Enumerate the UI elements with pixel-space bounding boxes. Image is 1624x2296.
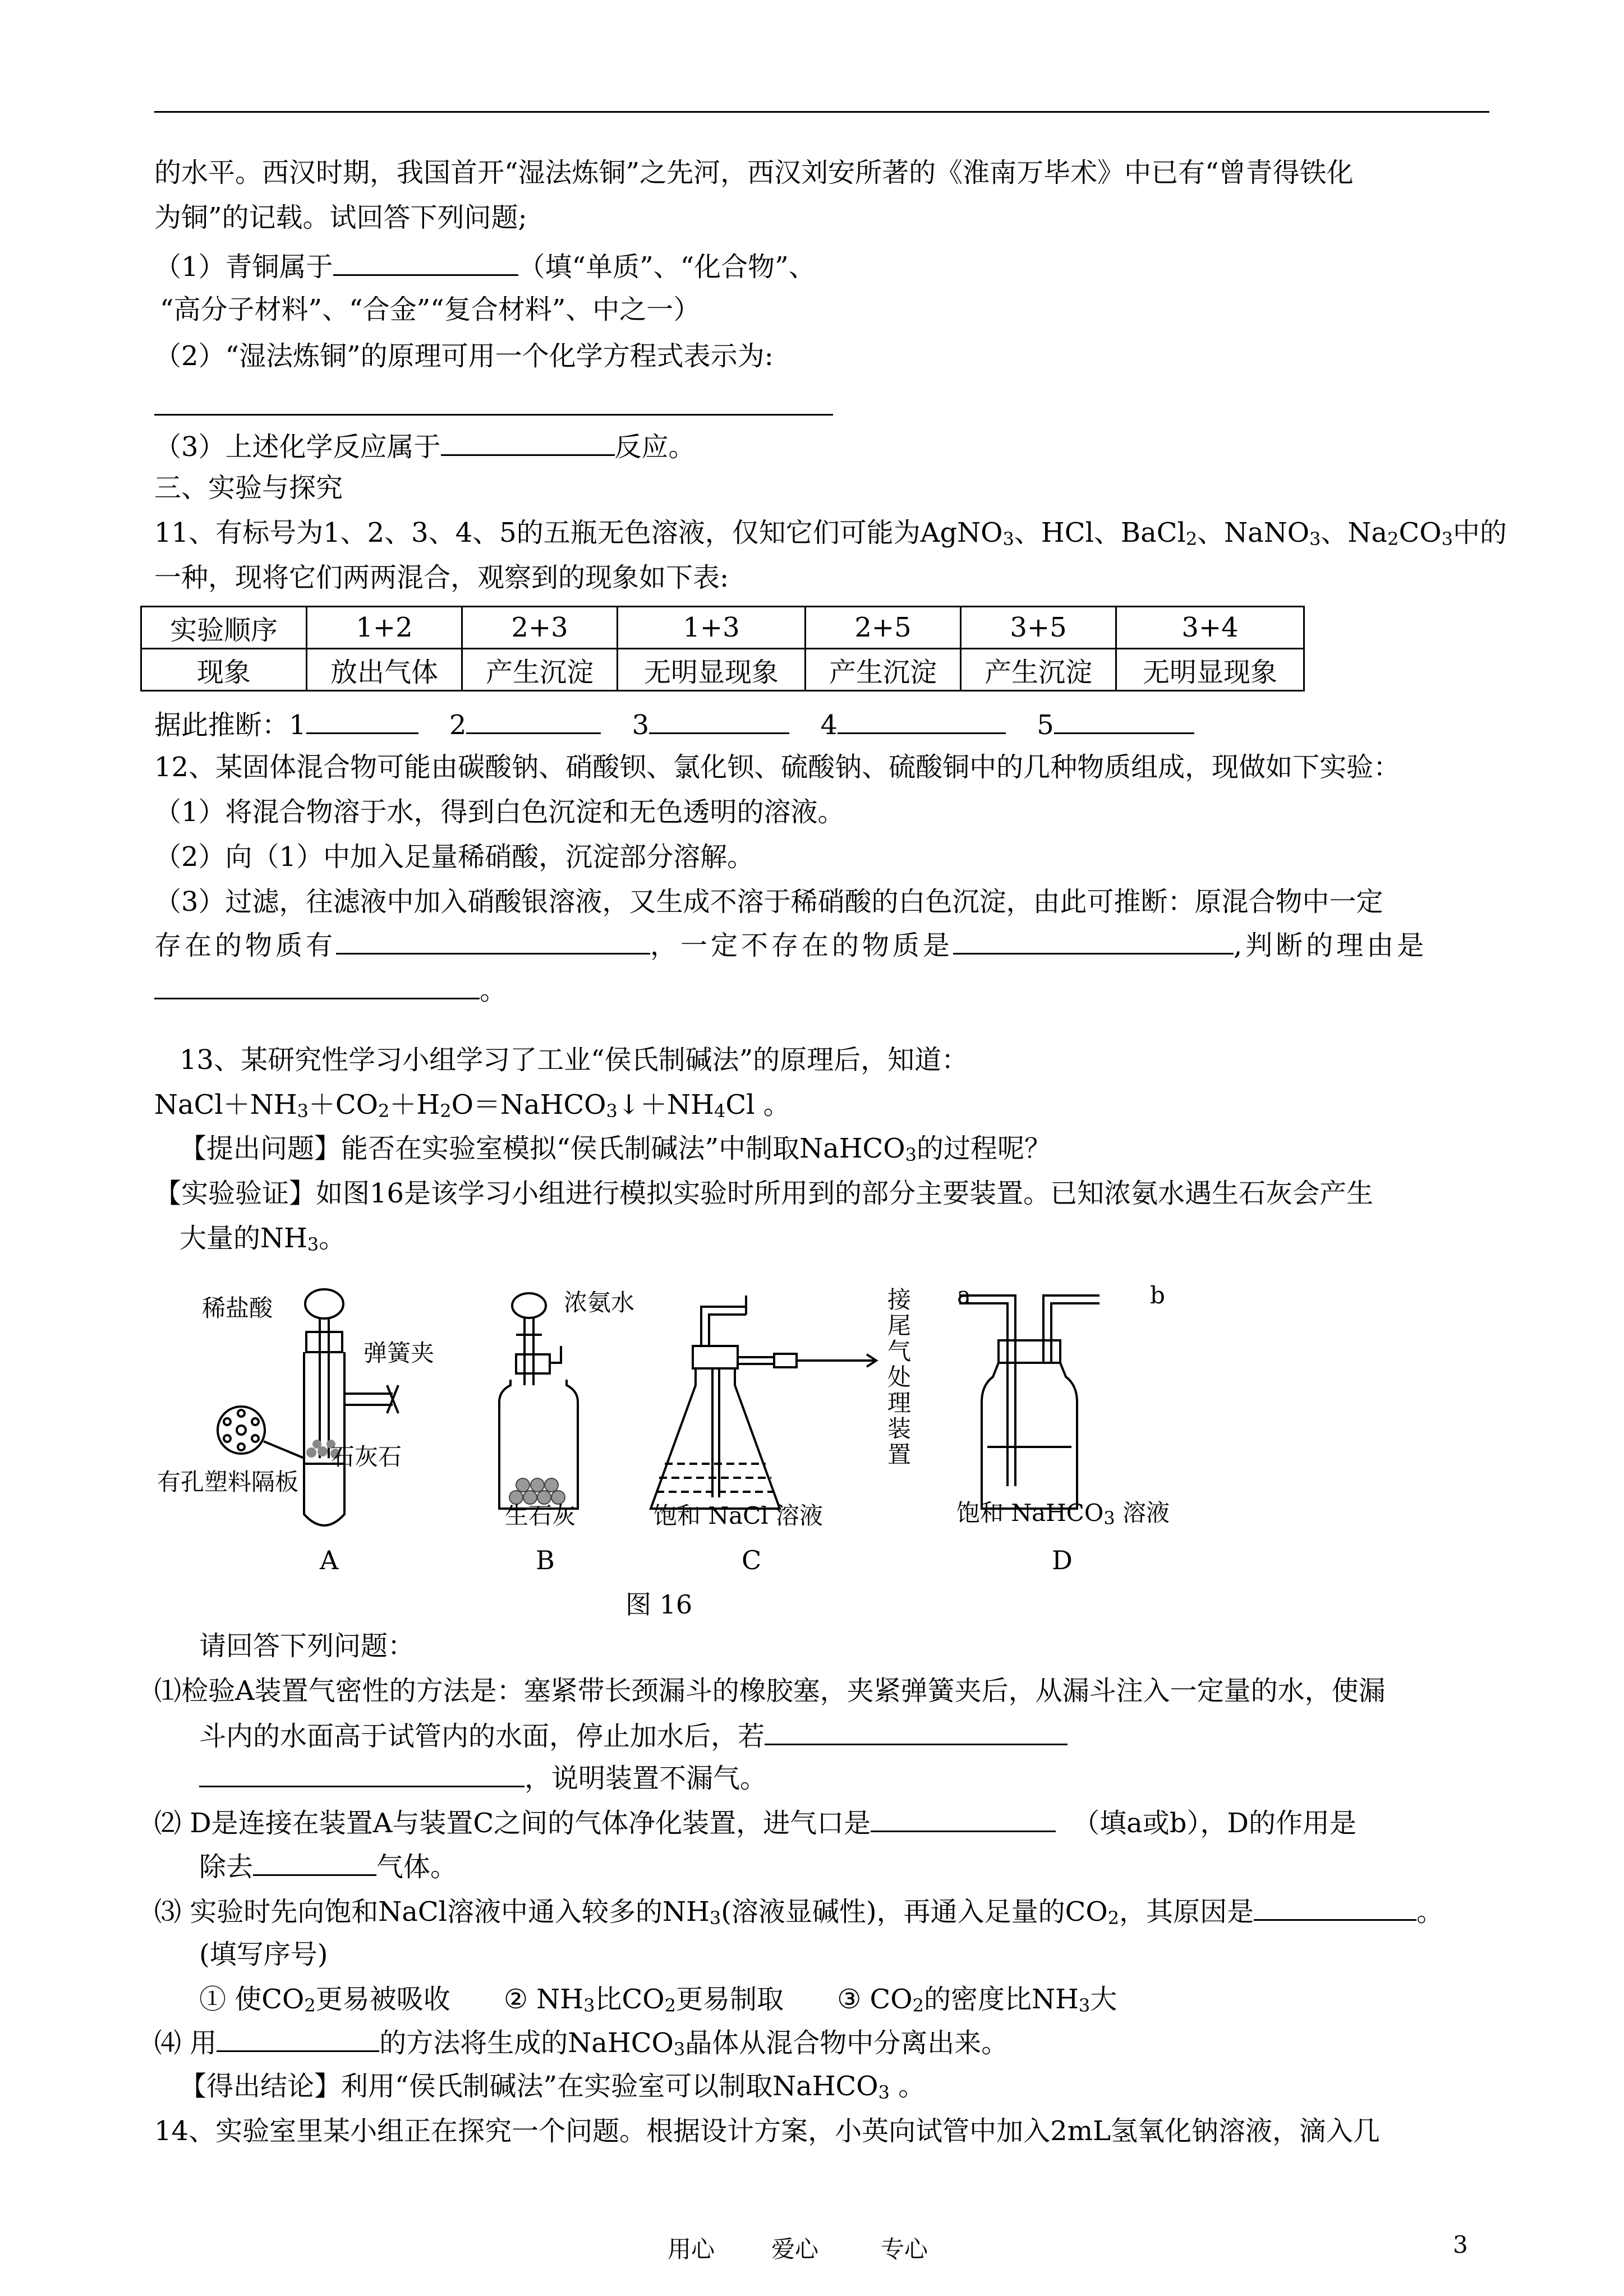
table-row xyxy=(141,649,1304,691)
conclusion: 【得出结论】利用“侯氏制碱法”在实验室可以制取NaHCO$_3$ 。 xyxy=(180,2071,926,2103)
label-a: A xyxy=(320,1545,339,1575)
answer-line[interactable] xyxy=(154,414,833,416)
answer-blank[interactable] xyxy=(649,708,789,734)
option-2[interactable]: ② $NH_3$比$CO_2$更易制取 xyxy=(503,1984,784,2016)
text-line: 请回答下列问题： xyxy=(199,1630,415,1662)
label-conc-ammonia: 浓氨水 xyxy=(564,1289,635,1316)
label-limestone: 石灰石 xyxy=(331,1443,402,1470)
question-12: 12、某固体混合物可能由碳酸钠、硝酸钡、氯化钡、硫酸钠、硫酸铜中的几种物质组成，现做如下实验： xyxy=(154,751,1401,783)
table-cell: 产生沉淀 xyxy=(961,649,1116,691)
question-2: （2）“湿法炼铜”的原理可用一个化学方程式表示为: xyxy=(154,340,774,372)
text-line: （1）将混合物溶于水，得到白色沉淀和无色透明的溶液。 xyxy=(154,796,845,828)
label-dilute-hcl: 稀盐酸 xyxy=(202,1294,273,1322)
label-outlet-b: b xyxy=(1150,1281,1165,1309)
answer-blank[interactable] xyxy=(217,2026,379,2052)
answer-blank[interactable] xyxy=(441,430,615,456)
question-14: 14、实验室里某小组正在探究一个问题。根据设计方案，小英向试管中加入2mL氢氧化钠溶液，滴入几 xyxy=(154,2115,1381,2147)
sub-question-1: ⑴检验A装置气密性的方法是：塞紧带长颈漏斗的橡胶塞，夹紧弹簧夹后，从漏斗注入一定量的水，使漏 xyxy=(154,1675,1386,1707)
table-cell: 2+5 xyxy=(806,607,961,649)
sub-question-4: ⑷ 用 的方法将生成的NaHCO$_3$晶体从混合物中分离出来。 xyxy=(154,2026,1008,2066)
text-line: 【实验验证】如图16是该学习小组进行模拟实验时所用到的部分主要装置。已知浓氨水遇生石灰会产生 xyxy=(154,1178,1374,1209)
answer-blank[interactable] xyxy=(199,1761,525,1787)
table-cell: 无明显现象 xyxy=(618,649,806,691)
sub-question-3: ⑶ 实验时先向饱和NaCl溶液中通入较多的$NH_3$(溶液显碱性)，再通入足量的$CO_2$，其原因是 。 xyxy=(154,1894,1443,1935)
table-cell: 3+5 xyxy=(961,607,1116,649)
label-perforated-plate: 有孔塑料隔板 xyxy=(157,1468,299,1496)
answer-blank[interactable] xyxy=(306,708,418,734)
text-line: 除去 气体。 xyxy=(199,1850,457,1884)
label-quicklime: 生石灰 xyxy=(505,1502,576,1529)
text-line: 的水平。西汉时期，我国首开“湿法炼铜”之先河，西汉刘安所著的《淮南万毕术》中已有“曾青得铁化 xyxy=(154,157,1354,188)
answer-blank[interactable] xyxy=(336,928,650,955)
answer-blank[interactable] xyxy=(1254,1894,1416,1921)
answer-blank[interactable] xyxy=(253,1850,376,1876)
text-line: 【提出问题】能否在实验室模拟“侯氏制碱法”中制取NaHCO$_3$的过程呢？ xyxy=(180,1133,1052,1165)
question-1: （1）青铜属于 （填“单质”、“化合物”、 xyxy=(154,250,816,284)
table-cell: 1+3 xyxy=(618,607,806,649)
text-line: 存在的物质有 ，一定不存在的物质是 ,判断的理由是 xyxy=(154,928,1427,962)
label-b: B xyxy=(536,1545,555,1575)
text-line: 一种，现将它们两两混合，观察到的现象如下表: xyxy=(154,562,729,593)
text-line: （2）向（1）中加入足量稀硝酸，沉淀部分溶解。 xyxy=(154,841,755,873)
label-tail-gas: 接 尾 气 处 理 装 置 xyxy=(887,1286,912,1468)
header-rule xyxy=(154,111,1489,113)
footer-text-3: 专心 xyxy=(881,2235,928,2263)
apparatus-c xyxy=(651,1295,876,1509)
answer-blank[interactable] xyxy=(154,973,480,999)
option-1[interactable]: ① 使$CO_2$更易被吸收 xyxy=(199,1984,450,2016)
question-13: 13、某研究性学习小组学习了工业“侯氏制碱法”的原理后，知道： xyxy=(180,1044,969,1076)
question-11: 11、有标号为1、2、3、4、5的五瓶无色溶液，仅知它们可能为AgNO$_3$、HCl、BaCl$_2$、NaNO$_3$、$Na_2CO_3$中的 xyxy=(154,517,1507,550)
answer-blank[interactable] xyxy=(466,708,601,734)
table-cell: 3+4 xyxy=(1116,607,1304,649)
table-cell: 无明显现象 xyxy=(1116,649,1304,691)
text-line: 大量的$NH_3$。 xyxy=(180,1223,346,1255)
table-cell: 产生沉淀 xyxy=(462,649,618,691)
answer-blank[interactable] xyxy=(871,1806,1056,1832)
apparatus-b xyxy=(499,1293,578,1509)
text-line: 斗内的水面高于试管内的水面，停止加水后，若 xyxy=(199,1719,1068,1753)
observation-table xyxy=(140,606,1305,691)
table-cell: 现象 xyxy=(141,649,307,691)
option-3[interactable]: ③ $CO_2$的密度比$NH_3$大 xyxy=(837,1984,1117,2016)
table-cell: 产生沉淀 xyxy=(806,649,961,691)
label-sat-nacl: 饱和 NaCl 溶液 xyxy=(654,1502,823,1529)
text-line: 为铜”的记载。试回答下列问题; xyxy=(154,202,527,233)
answer-blank[interactable] xyxy=(333,250,518,276)
answer-blank[interactable] xyxy=(838,708,1006,734)
question-3: （3）上述化学反应属于 反应。 xyxy=(154,430,696,464)
answer-blank[interactable] xyxy=(1054,708,1194,734)
figure-caption: 图 16 xyxy=(625,1589,693,1620)
page-number: 3 xyxy=(1453,2231,1468,2258)
footer-text-1: 用心 xyxy=(668,2235,715,2263)
label-sat-nahco3: 饱和 NaHCO$_3$ 溶液 xyxy=(956,1499,1170,1529)
inference-line: 据此推断：1 2 3 4 5 xyxy=(154,708,1194,742)
text-line: (填写序号) xyxy=(199,1939,328,1970)
answer-blank[interactable] xyxy=(765,1719,1068,1745)
apparatus-d xyxy=(959,1295,1099,1509)
section-heading: 三、实验与探究 xyxy=(154,472,343,504)
table-cell: 放出气体 xyxy=(307,649,462,691)
label-c: C xyxy=(742,1545,762,1575)
label-inlet-a: a xyxy=(957,1281,972,1309)
answer-blank[interactable] xyxy=(953,928,1234,955)
table-header-row xyxy=(141,607,1304,649)
text-line: “高分子材料”、“合金”“复合材料”、中之一） xyxy=(160,294,701,325)
text-line: ，说明装置不漏气。 xyxy=(199,1761,767,1795)
sub-question-2: ⑵ D是连接在装置A与装置C之间的气体净化装置，进气口是 （填a或b），D的作用是 xyxy=(154,1806,1356,1840)
apparatus-figure xyxy=(157,1273,1223,1587)
text-line: （3）过滤，往滤液中加入硝酸银溶液，又生成不溶于稀硝酸的白色沉淀，由此可推断：原混合物中一定 xyxy=(154,886,1383,918)
table-cell: 1+2 xyxy=(307,607,462,649)
text-line: 。 xyxy=(154,973,507,1007)
table-cell: 实验顺序 xyxy=(141,607,307,649)
label-spring-clip: 弹簧夹 xyxy=(364,1339,435,1367)
table-cell: 2+3 xyxy=(462,607,618,649)
equation: $NaCl+NH_3+CO_2+H_2O=NaHCO_3↓+NH_4Cl$ 。 xyxy=(154,1089,790,1122)
footer-text-2: 爱心 xyxy=(771,2235,819,2263)
options-line xyxy=(199,1983,1117,2022)
label-d: D xyxy=(1052,1545,1073,1575)
